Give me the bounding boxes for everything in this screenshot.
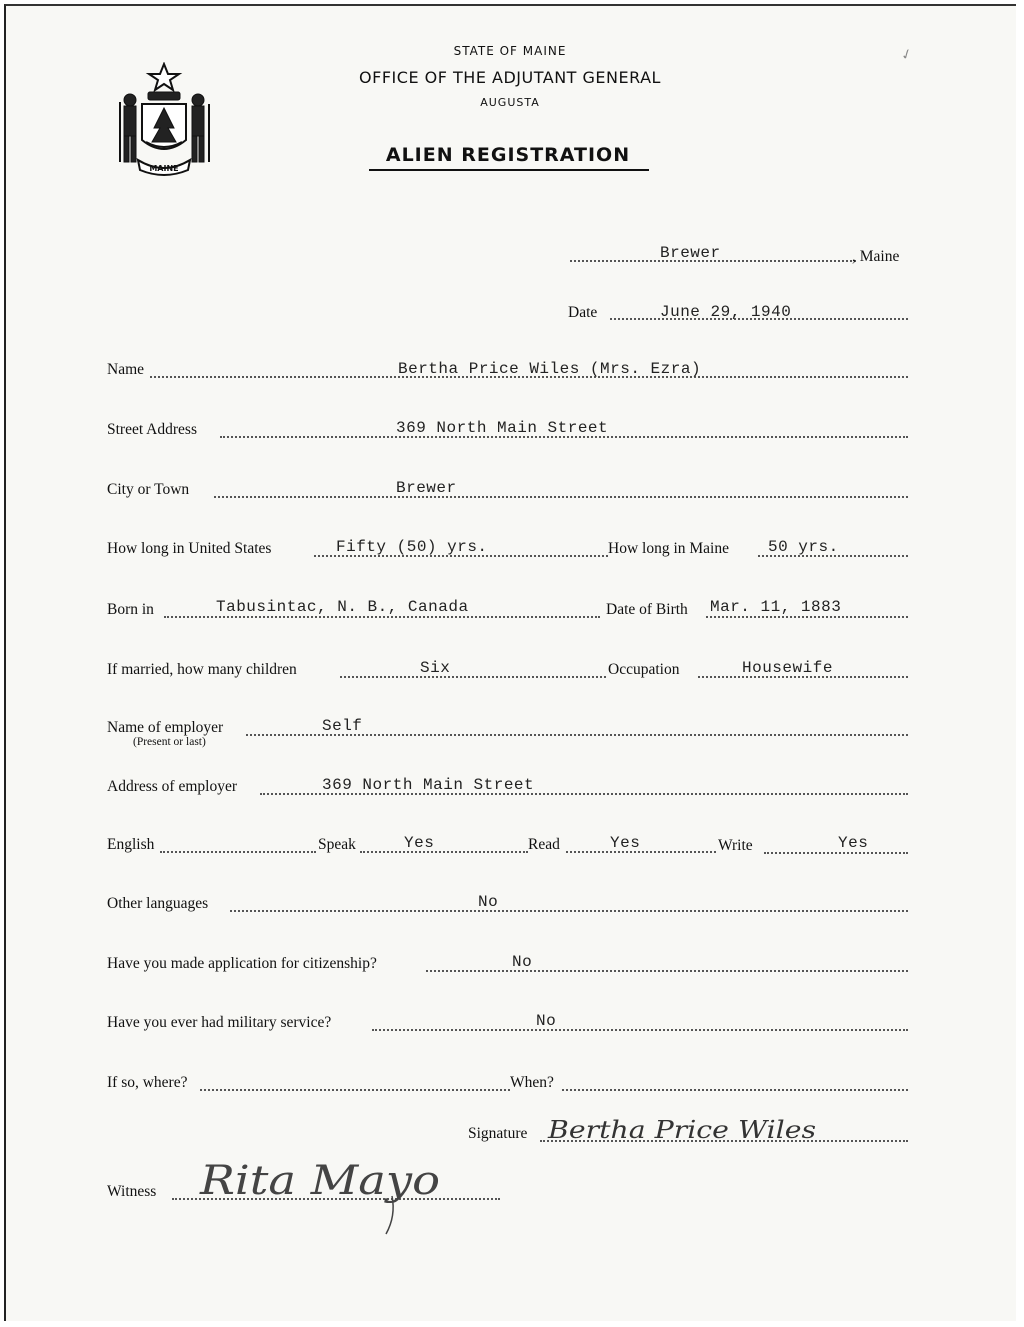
city-label: City or Town [107,481,190,498]
citizenship-line [426,970,908,972]
born-in-label: Born in [107,601,154,618]
office-heading: OFFICE OF THE ADJUTANT GENERAL [359,68,661,87]
form-title: ALIEN REGISTRATION [385,144,631,166]
children-label: If married, how many children [107,661,297,678]
title-underline [369,169,649,171]
speak-line [360,851,528,853]
dob-line [706,616,908,618]
read-value: Yes [610,834,641,852]
street-address-label: Street Address [107,421,197,438]
speak-label: Speak [318,836,356,853]
years-us-value: Fifty (50) yrs. [336,538,488,556]
dob-value: Mar. 11, 1883 [710,598,842,616]
when-line [562,1089,908,1091]
city-value: Brewer [396,479,457,497]
children-value: Six [420,659,451,677]
citizenship-label: Have you made application for citizenship? [107,955,377,972]
employer-sublabel: (Present or last) [133,736,206,748]
other-languages-label: Other languages [107,895,209,912]
seal-banner-text: MAINE [149,164,179,173]
svg-text:Rita Mayo: Rita Mayo [198,1158,440,1204]
born-in-value: Tabusintac, N. B., Canada [216,598,469,616]
born-in-line [164,616,600,618]
witness-signature [196,1142,456,1238]
city-line [214,496,908,498]
applicant-signature [544,1106,824,1150]
other-languages-value: No [478,893,499,911]
military-label: Have you ever had military service? [107,1014,332,1031]
name-label: Name [107,361,145,378]
town-value: Brewer [660,244,721,262]
signature-label: Signature [468,1125,528,1142]
years-maine-label: How long in Maine [608,540,729,557]
years-us-label: How long in United States [107,540,272,557]
write-line [764,852,908,854]
employer-address-label: Address of employer [107,778,237,795]
citizenship-value: No [512,953,533,971]
military-line [372,1029,908,1031]
english-label: English [107,836,155,853]
speak-value: Yes [404,834,435,852]
write-label: Write [718,837,753,854]
svg-text:Bertha Price Wiles: Bertha Price Wiles [546,1116,816,1144]
children-line [340,676,606,678]
military-value: No [536,1012,557,1030]
street-address-value: 369 North Main Street [396,419,609,437]
state-suffix: , Maine [852,248,900,265]
date-value: June 29, 1940 [660,303,792,321]
dob-label: Date of Birth [606,601,688,618]
read-line [566,851,716,853]
state-heading: STATE OF MAINE [453,44,567,58]
employer-address-value: 369 North Main Street [322,776,535,794]
years-maine-value: 50 yrs. [768,538,839,556]
city-heading: AUGUSTA [480,96,540,109]
write-value: Yes [838,834,869,852]
occupation-value: Housewife [742,659,833,677]
check-mark-icon: ✓ [898,45,916,65]
employer-value: Self [322,717,363,735]
where-label: If so, where? [107,1074,188,1091]
when-label: When? [510,1074,554,1091]
read-label: Read [528,836,560,853]
employer-label: Name of employer [107,719,224,736]
name-value: Bertha Price Wiles (Mrs. Ezra) [398,360,702,378]
occupation-label: Occupation [608,661,680,678]
english-line [160,851,316,853]
where-line [200,1089,510,1091]
witness-label: Witness [107,1183,157,1200]
other-languages-line [230,910,908,912]
date-label: Date [568,304,598,321]
